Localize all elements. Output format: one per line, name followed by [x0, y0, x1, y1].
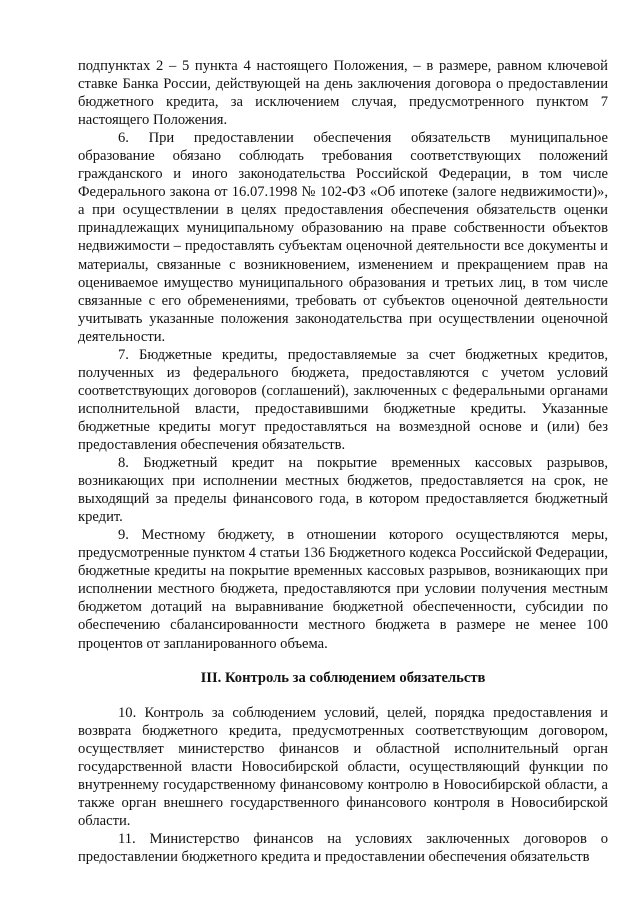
- paragraph-item-11: 11. Министерство финансов на условиях заключенных договоров о предоставлении бюджетного кредита и предоставлении обеспечения обязательств: [78, 830, 608, 865]
- paragraph-item-10: 10. Контроль за соблюдением условий, целей, порядка предоставления и возврата бюджетного кредита, предусмотренных соответствующим договором, осуществляет министерство финансов и областной исполнительный орган государственной власти Новосибирской области, осуществляющий функции по внутреннему государственному финансовому контролю в Новосибирской области, а также орган внешнего государственного финансового контроля в Новосибирской области.: [78, 704, 608, 829]
- paragraph-item-7: 7. Бюджетные кредиты, предоставляемые за счет бюджетных кредитов, полученных из федерального бюджета, предоставляются с учетом условий соответствующих договоров (соглашений), заключенных с федеральными органами исполнительной власти, предоставившими бюджетные кредиты. Указанные бюджетные кредиты могут предоставляться на возмездной основе и (или) без предоставления обеспечения обязательств.: [78, 346, 608, 453]
- document-page: [78, 57, 608, 866]
- section-heading: III. Контроль за соблюдением обязательств: [200, 669, 486, 686]
- paragraph-continuation: подпунктах 2 – 5 пункта 4 настоящего Положения, – в размере, равном ключевой ставке Банка России, действующей на день заключения договора о предоставлении бюджетного кредита, за исключением случая, предусмотренного пунктом 7 настоящего Положения.: [78, 58, 608, 129]
- paragraph-item-6: 6. При предоставлении обеспечения обязательств муниципальное образование обязано соблюдать требования соответствующих положений гражданского и иного законодательства Российской Федерации, в том числе Федерального закона от 16.07.1998 № 102-ФЗ «Об ипотеке (залоге недвижимости)», а при осуществлении в целях предоставления обеспечения обязательств оценки принадлежащих муниципальному образованию на праве собственности объектов недвижимости – предоставлять субъектам оценочной деятельности все документы и материалы, связанные с возникновением, изменением и прекращением прав на оцениваемое имущество муниципального образования и третьих лиц, в том числе связанные с его обременениями, требовать от субъектов оценочной деятельности учитывать указанные положения законодательства при осуществлении оценочной деятельности.: [78, 130, 608, 345]
- paragraph-item-9: 9. Местному бюджету, в отношении которого осуществляются меры, предусмотренные пунктом 4 статьи 136 Бюджетного кодекса Российской Федерации, бюджетные кредиты на покрытие временных кассовых разрывов, возникающих при исполнении местного бюджета, предоставляются при условии получения местным бюджетом дотаций на выравнивание бюджетной обеспеченности, субсидии по обеспечению сбалансированности местного бюджета в размере не менее 100 процентов от запланированного объема.: [78, 527, 608, 652]
- paragraph-item-8: 8. Бюджетный кредит на покрытие временных кассовых разрывов, возникающих при исполнении местных бюджетов, предоставляется на срок, не выходящий за пределы финансового года, в котором предоставляется бюджетный кредит.: [78, 455, 608, 526]
